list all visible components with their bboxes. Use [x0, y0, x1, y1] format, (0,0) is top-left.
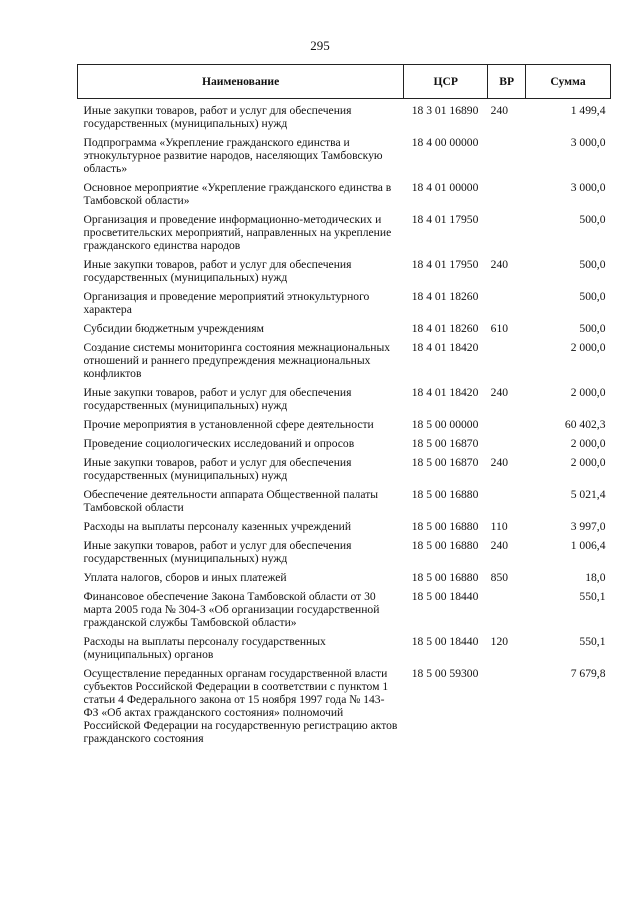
table-row — [78, 175, 611, 207]
cell-vr — [488, 130, 526, 175]
cell-sum: 60 402,3 — [564, 418, 606, 431]
cell-vr — [488, 335, 526, 380]
cell-csr: 18 4 01 18420 — [411, 341, 479, 354]
cell-name: Организация и проведение информационно-методических и просветительских мероприятий, направленных на укрепление гражданского единства народов — [83, 213, 392, 252]
cell-csr: 18 5 00 16880 — [411, 571, 479, 584]
cell-csr: 18 4 01 00000 — [411, 181, 479, 194]
table-row — [78, 99, 611, 131]
cell-csr: 18 5 00 00000 — [411, 418, 479, 431]
header-sum: Сумма — [526, 65, 611, 99]
cell-name: Финансовое обеспечение Закона Тамбовской области от 30 марта 2005 года № 304-З «Об организации государственной гражданской службы Тамбовской области» — [83, 590, 380, 629]
cell-name: Расходы на выплаты персоналу казенных учреждений — [83, 520, 352, 533]
cell-sum: 3 000,0 — [570, 136, 606, 149]
cell-csr: 18 5 00 16880 — [411, 520, 479, 533]
cell-sum: 2 000,0 — [570, 386, 606, 399]
table-header — [78, 65, 611, 99]
table-row — [78, 207, 611, 252]
table-row — [78, 661, 611, 745]
cell-csr: 18 5 00 16880 — [411, 539, 479, 552]
header-name: Наименование — [78, 65, 404, 99]
cell-name: Иные закупки товаров, работ и услуг для обеспечения государственных (муниципальных) нужд — [83, 258, 352, 284]
table-row — [78, 130, 611, 175]
cell-vr — [488, 431, 526, 450]
table-row — [78, 533, 611, 565]
cell-sum: 1 006,4 — [570, 539, 606, 552]
cell-csr: 18 4 01 18260 — [411, 322, 479, 335]
table-row — [78, 565, 611, 584]
cell-csr: 18 5 00 18440 — [411, 635, 479, 648]
cell-vr: 240 — [490, 258, 509, 271]
cell-sum: 5 021,4 — [570, 488, 606, 501]
cell-name: Подпрограмма «Укрепление гражданского единства и этнокультурное развитие народов, населяющих Тамбовскую область» — [83, 136, 383, 175]
cell-name: Уплата налогов, сборов и иных платежей — [83, 571, 287, 584]
cell-vr: 240 — [490, 104, 509, 117]
cell-vr: 120 — [490, 635, 509, 648]
table-row — [78, 284, 611, 316]
cell-sum: 550,1 — [579, 635, 606, 648]
cell-sum: 3 997,0 — [570, 520, 606, 533]
table-row — [78, 431, 611, 450]
cell-sum: 1 499,4 — [570, 104, 606, 117]
table-row — [78, 316, 611, 335]
header-csr: ЦСР — [404, 65, 488, 99]
table-row — [78, 584, 611, 629]
table-body — [78, 99, 611, 746]
cell-sum: 18,0 — [585, 571, 606, 584]
cell-name: Иные закупки товаров, работ и услуг для обеспечения государственных (муниципальных) нужд — [83, 539, 352, 565]
cell-name: Осуществление переданных органам государственной власти субъектов Российской Федерации в соответствии с пунктом 1 статьи 4 Федерального закона от 15 ноября 1997 года № 143-ФЗ «Об актах гражданского состояния» полномочий Российской Федерации на государственную регистрацию актов гражданского состояния — [83, 667, 398, 745]
cell-sum: 500,0 — [579, 213, 606, 226]
cell-name: Создание системы мониторинга состояния межнациональных отношений и раннего предупреждения межнациональных конфликтов — [83, 341, 391, 380]
cell-vr — [488, 584, 526, 629]
cell-csr: 18 4 00 00000 — [411, 136, 479, 149]
table-row — [78, 629, 611, 661]
cell-name: Иные закупки товаров, работ и услуг для обеспечения государственных (муниципальных) нужд — [83, 104, 352, 130]
page-number: 295 — [310, 38, 330, 53]
cell-name: Основное мероприятие «Укрепление гражданского единства в Тамбовской области» — [83, 181, 392, 207]
cell-name: Расходы на выплаты персоналу государственных (муниципальных) органов — [83, 635, 326, 661]
cell-sum: 3 000,0 — [570, 181, 606, 194]
cell-vr — [488, 207, 526, 252]
cell-csr: 18 4 01 17950 — [411, 213, 479, 226]
cell-name: Иные закупки товаров, работ и услуг для обеспечения государственных (муниципальных) нужд — [83, 386, 352, 412]
cell-csr: 18 5 00 16870 — [411, 456, 479, 469]
cell-name: Прочие мероприятия в установленной сфере деятельности — [83, 418, 374, 431]
cell-sum: 550,1 — [579, 590, 606, 603]
cell-vr: 240 — [490, 386, 509, 399]
cell-csr: 18 5 00 59300 — [411, 667, 479, 680]
cell-vr: 850 — [490, 571, 509, 584]
cell-name: Обеспечение деятельности аппарата Общественной палаты Тамбовской области — [83, 488, 379, 514]
cell-csr: 18 5 00 16870 — [411, 437, 479, 450]
cell-sum: 2 000,0 — [570, 437, 606, 450]
cell-csr: 18 4 01 17950 — [411, 258, 479, 271]
cell-sum: 500,0 — [579, 322, 606, 335]
cell-vr — [488, 482, 526, 514]
table-row — [78, 514, 611, 533]
cell-vr — [488, 284, 526, 316]
cell-name: Субсидии бюджетным учреждениям — [83, 322, 264, 335]
header-vr: ВР — [488, 65, 526, 99]
cell-csr: 18 5 00 16880 — [411, 488, 479, 501]
cell-sum: 500,0 — [579, 290, 606, 303]
table-row — [78, 482, 611, 514]
cell-csr: 18 4 01 18420 — [411, 386, 479, 399]
table-row — [78, 412, 611, 431]
table-row — [78, 380, 611, 412]
table-row — [78, 450, 611, 482]
cell-sum: 2 000,0 — [570, 341, 606, 354]
cell-name: Проведение социологических исследований и опросов — [83, 437, 355, 450]
cell-name: Иные закупки товаров, работ и услуг для обеспечения государственных (муниципальных) нужд — [83, 456, 352, 482]
cell-sum: 2 000,0 — [570, 456, 606, 469]
cell-sum: 500,0 — [579, 258, 606, 271]
cell-vr: 240 — [490, 539, 509, 552]
cell-name: Организация и проведение мероприятий этнокультурного характера — [83, 290, 370, 316]
cell-csr: 18 4 01 18260 — [411, 290, 479, 303]
table-row — [78, 335, 611, 380]
cell-vr — [488, 412, 526, 431]
cell-csr: 18 5 00 18440 — [411, 590, 479, 603]
cell-sum: 7 679,8 — [570, 667, 606, 680]
budget-table — [77, 64, 611, 745]
cell-vr — [488, 661, 526, 745]
cell-vr: 110 — [490, 520, 508, 533]
cell-vr: 240 — [490, 456, 509, 469]
cell-csr: 18 3 01 16890 — [411, 104, 479, 117]
table-row — [78, 252, 611, 284]
cell-vr: 610 — [490, 322, 509, 335]
cell-vr — [488, 175, 526, 207]
